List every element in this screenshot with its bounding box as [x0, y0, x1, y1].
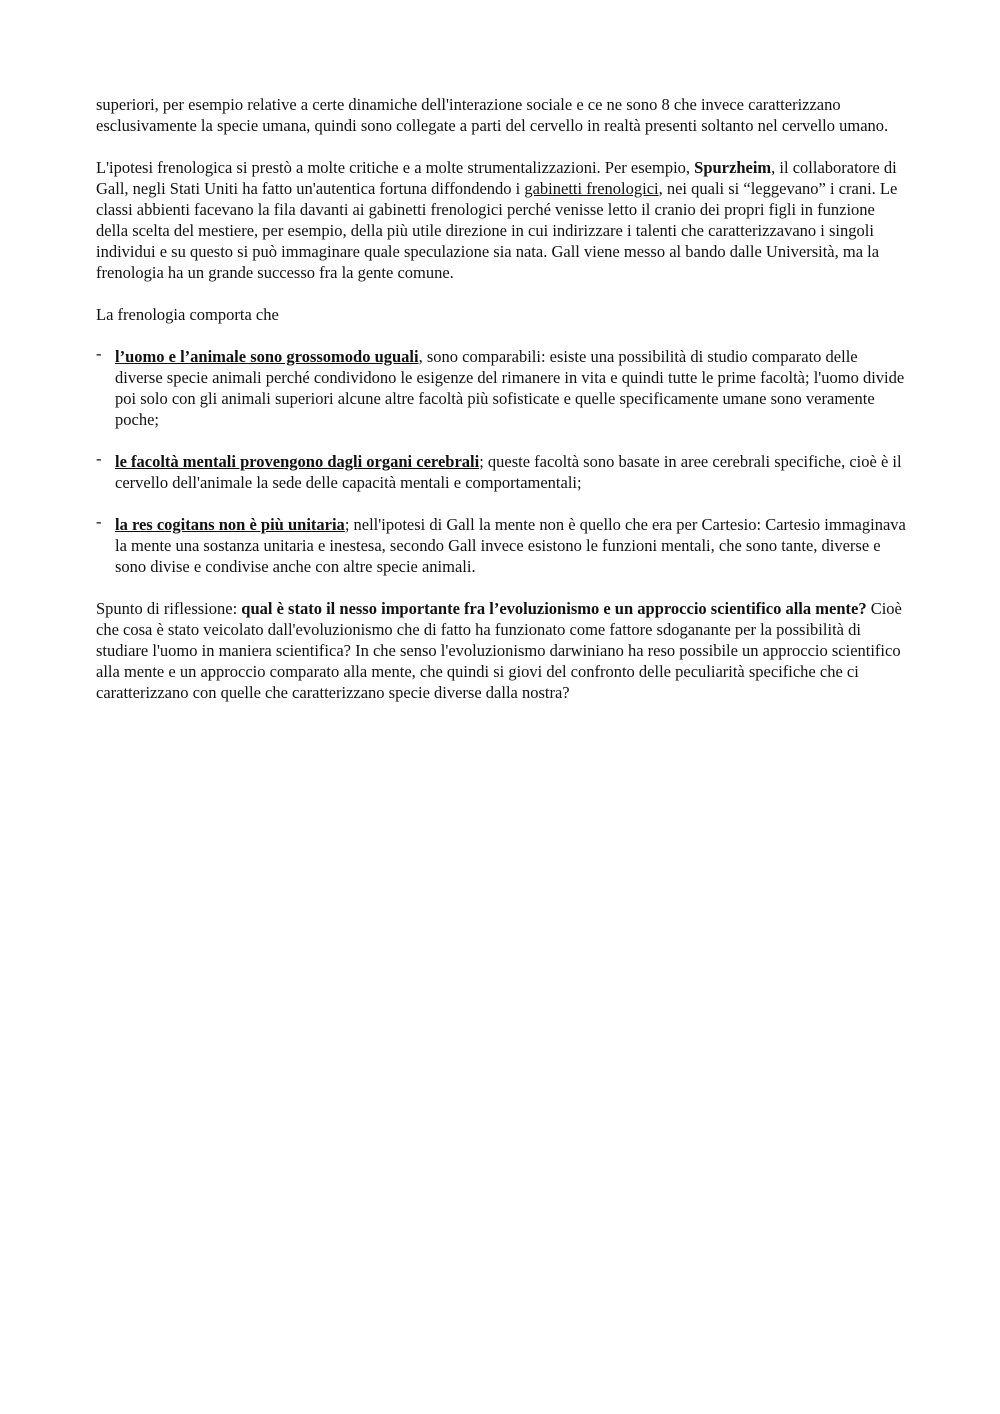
paragraph-text: , nei quali si “leggevano” i crani. Le classi abbienti facevano la fila davanti ai gabinetti frenologici perché venisse letto il cranio dei propri figli in funzione della scelta del mestiere, per esempio, della più utile direzione in cui indirizzare i talenti che caratterizzavano i singoli individui e su questo si può immaginare quale speculazione sia nata. Gall viene messo al bando dalle Università, ma la frenologia ha un grande successo fra la gente comune.: [96, 179, 898, 282]
paragraph-text: L'ipotesi frenologica si prestò a molte critiche e a molte strumentalizzazioni. Per esempio,: [96, 158, 695, 177]
list-dash-marker: -: [96, 512, 102, 531]
list-item: [96, 346, 908, 430]
paragraph-text: Cioè che cosa è stato veicolato dall'evoluzionismo che di fatto ha funzionato come fattore sdoganante per la possibilità di studiare l'uomo in maniera scientifica? In che senso l'evoluzionismo darwiniano ha reso possibile un approccio scientifico alla mente e un approccio comparato alla mente, che quindi si giovi del confronto delle peculiarità specifiche che ci caratterizzano con quelle che caratterizzano specie diverse dalla nostra?: [96, 599, 902, 702]
bold-reflection-question: qual è stato il nesso importante fra l’evoluzionismo e un approccio scientifico alla mente?: [241, 599, 867, 618]
list-item-bold-heading: le facoltà mentali provengono dagli organi cerebrali: [115, 452, 480, 471]
paragraph-text: Spunto di riflessione:: [96, 599, 242, 618]
list-item-text: , sono comparabili: esiste una possibilità di studio comparato delle diverse specie animali perché condividono le esigenze del rimanere in vita e quindi tutte le prime facoltà; l'uomo divide poi solo con gli animali superiori alcune altre facoltà più sofisticate e quelle specificamente umane sono veramente poche;: [115, 347, 905, 429]
list-item: [96, 514, 908, 577]
list-item-text: ; queste facoltà sono basate in aree cerebrali specifiche, cioè è il cervello dell'animale la sede delle capacità mentali e comportamentali;: [115, 452, 902, 492]
list-item-text: ; nell'ipotesi di Gall la mente non è quello che era per Cartesio: Cartesio immaginava la mente una sostanza unitaria e inestesa, secondo Gall invece esistono le funzioni mentali, che sono tante, diverse e sono divise e condivise anche con altre specie animali.: [115, 515, 906, 576]
paragraph-intro-continuation: [96, 94, 908, 136]
bold-name-spurzheim: Spurzheim: [694, 158, 772, 177]
list-item-bold-heading: l’uomo e l’animale sono grossomodo uguali: [115, 347, 419, 366]
list-item-bold-heading: la res cogitans non è più unitaria: [115, 515, 345, 534]
paragraph-text: superiori, per esempio relative a certe dinamiche dell'interazione sociale e ce ne sono 8 che invece caratterizzano esclusivamente la specie umana, quindi sono collegate a parti del cervello in realtà presenti soltanto nel cervello umano.: [96, 95, 889, 135]
underlined-term-gabinetti: gabinetti frenologici: [524, 179, 659, 198]
paragraph-reflection-prompt: [96, 598, 908, 703]
list-item: [96, 451, 908, 493]
list-dash-marker: -: [96, 344, 102, 363]
paragraph-text: , il collaboratore di Gall, negli Stati Uniti ha fatto un'autentica fortuna diffondendo i: [96, 158, 897, 198]
paragraph-phrenology-criticism: [96, 157, 908, 283]
document-body: [96, 94, 908, 724]
paragraph-text: La frenologia comporta che: [96, 305, 279, 324]
list-dash-marker: -: [96, 449, 102, 468]
paragraph-list-intro: [96, 304, 908, 325]
phrenology-implications-list: [96, 346, 908, 577]
